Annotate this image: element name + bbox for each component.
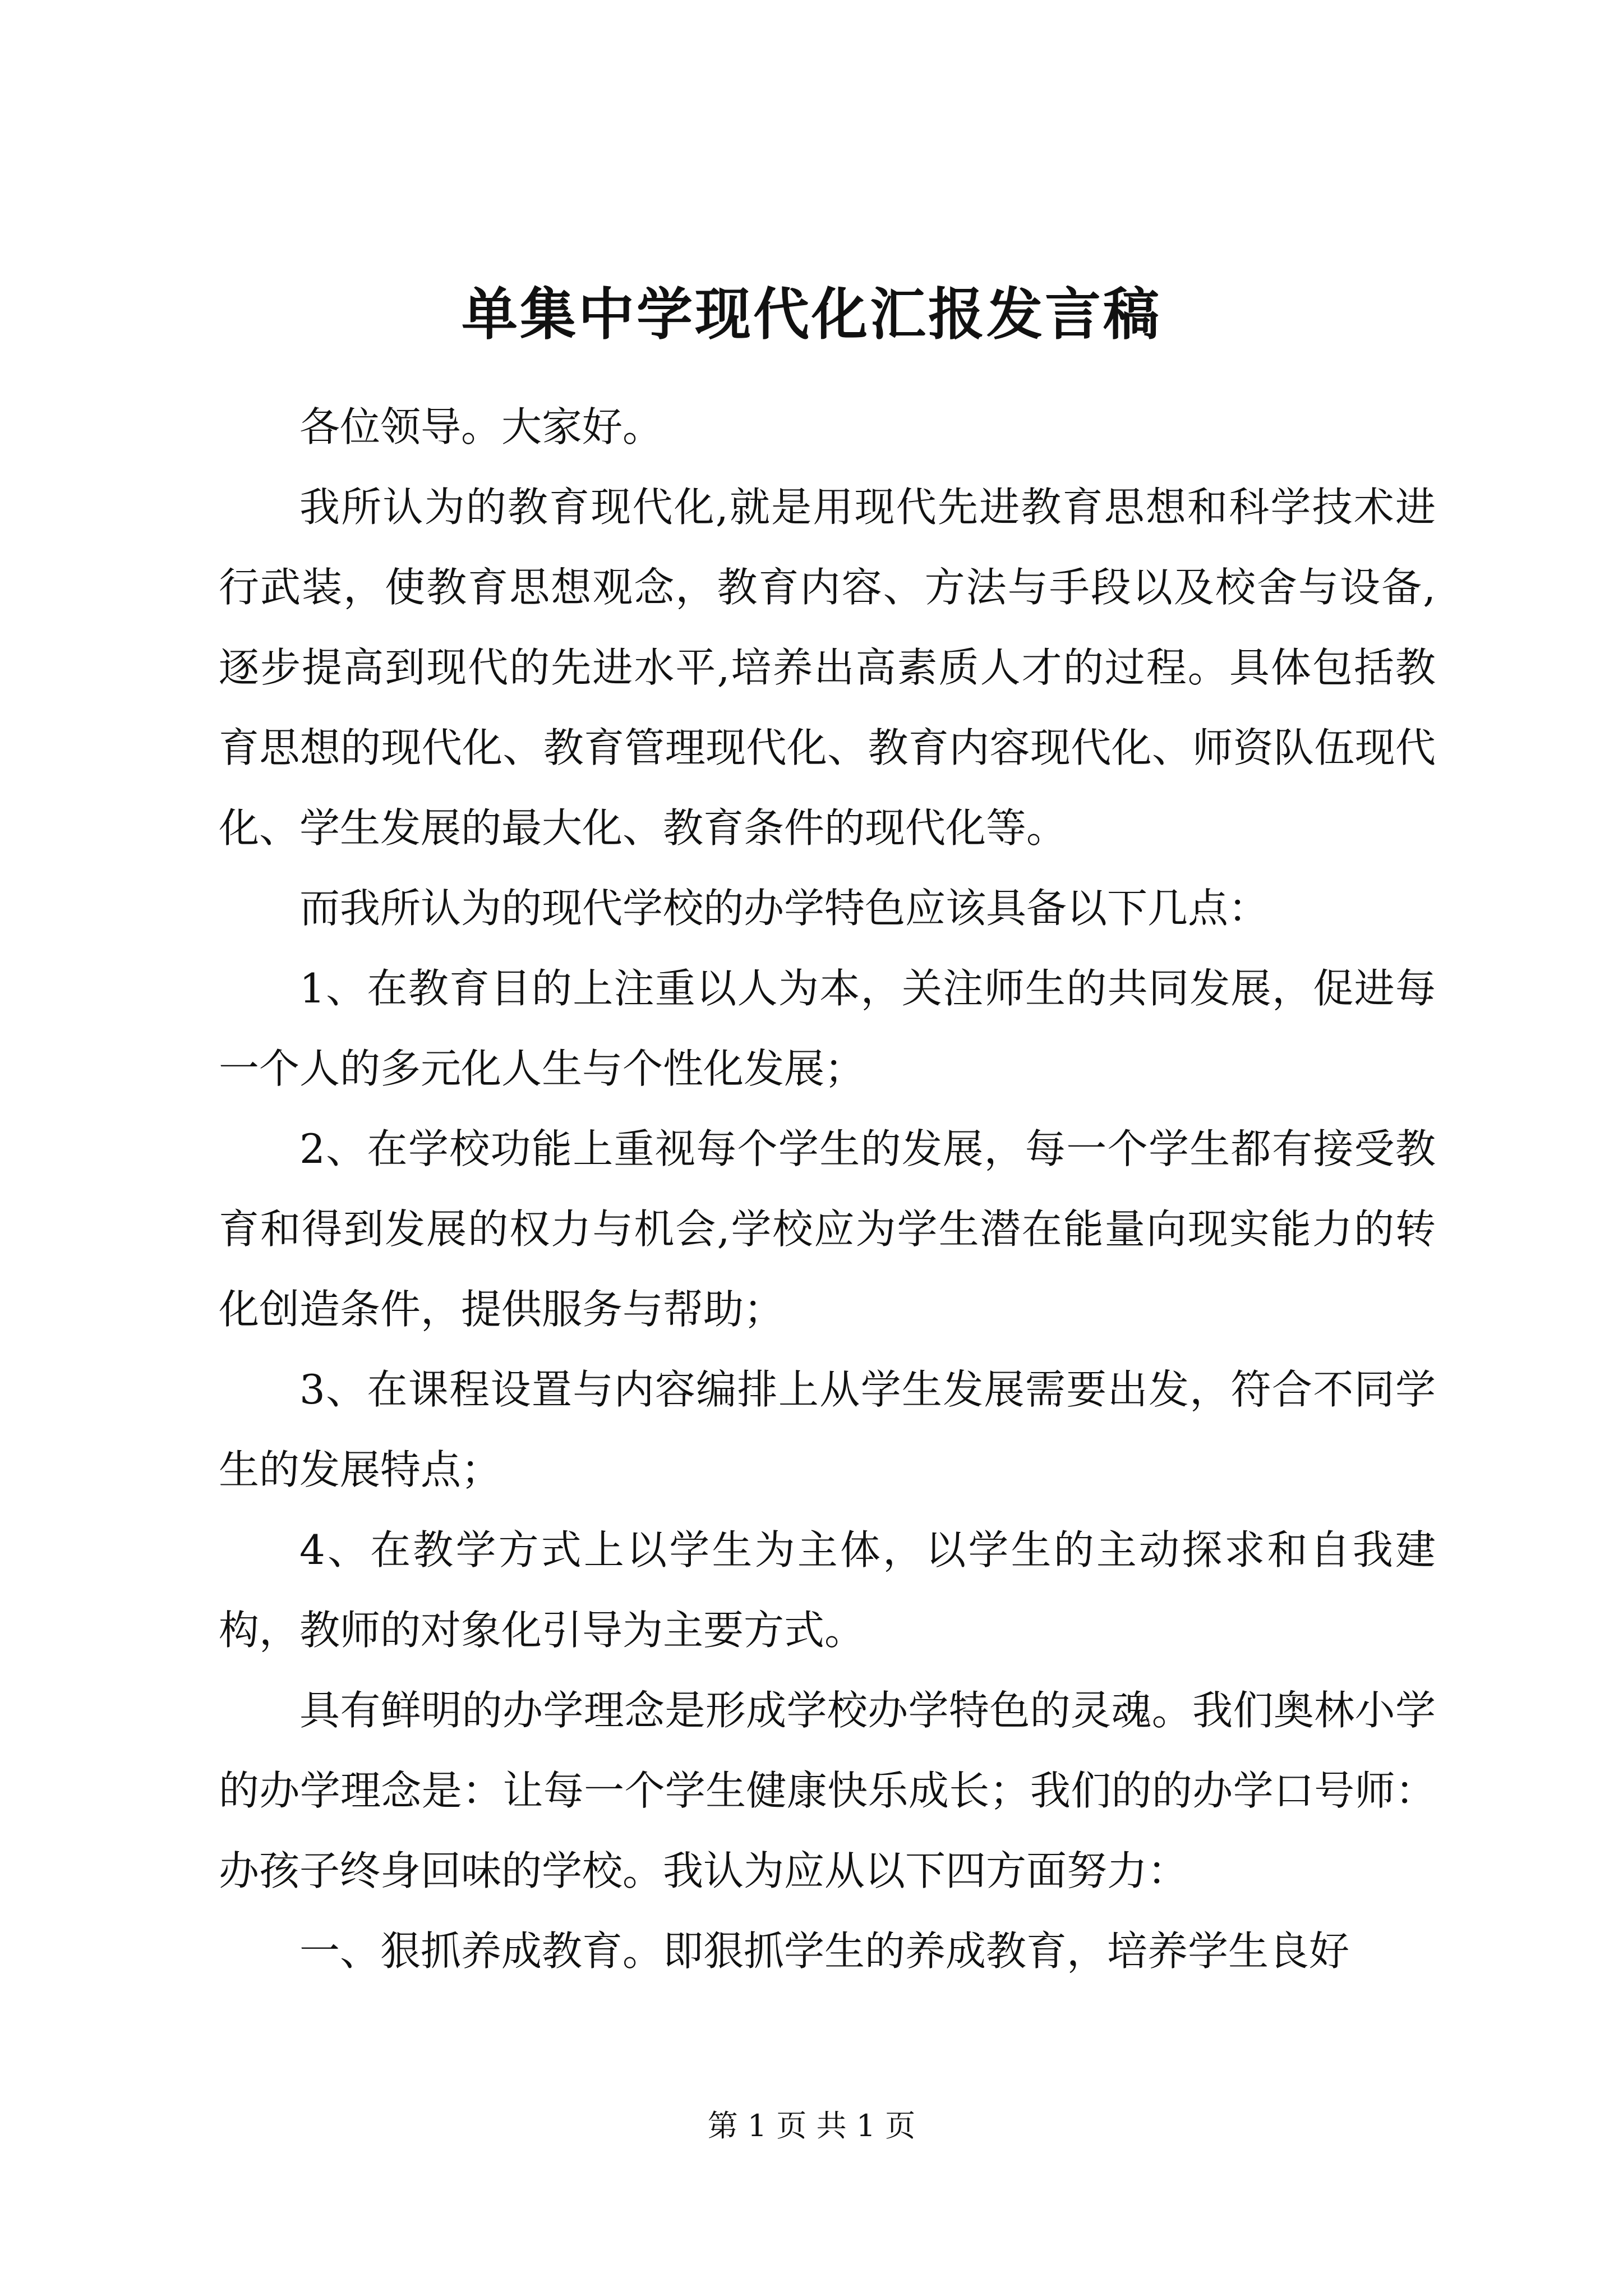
page-footer: 第 1 页 共 1 页 — [707, 2108, 916, 2143]
paragraph-school-philosophy: 具有鲜明的办学理念是形成学校办学特色的灵魂。我们奥林小学的办学理念是：让每一个学生健康快乐成长；我们的的办学口号师：办孩子终身回味的学校。我认为应从以下四方面努力： — [219, 1687, 1436, 1894]
paragraph-point-3: 3、在课程设置与内容编排上从学生发展需要出发，符合不同学生的发展特点； — [219, 1366, 1436, 1493]
paragraph-greeting: 各位领导。大家好。 — [299, 403, 663, 450]
paragraph-point-4: 4、在教学方式上以学生为主体，以学生的主动探求和自我建构，教师的对象化引导为主要方式。 — [219, 1526, 1436, 1654]
paragraph-school-features-intro: 而我所认为的现代学校的办学特色应该具备以下几点： — [299, 885, 1269, 932]
document-title: 单集中学现代化汇报发言稿 — [462, 281, 1161, 347]
paragraph-point-2: 2、在学校功能上重视每个学生的发展，每一个学生都有接受教育和得到发展的权力与机会,学校应为学生潜在能量向现实能力的转化创造条件，提供服务与帮助； — [219, 1125, 1436, 1333]
paragraph-habit-education: 一、狠抓养成教育。即狠抓学生的养成教育，培养学生良好 — [299, 1927, 1350, 1975]
document-body — [219, 387, 1436, 1991]
paragraph-point-1: 1、在教育目的上注重以人为本，关注师生的共同发展，促进每一个人的多元化人生与个性化发展； — [219, 965, 1436, 1092]
paragraph-modernization-definition: 我所认为的教育现代化,就是用现代先进教育思想和科学技术进行武装，使教育思想观念，教育内容、方法与手段以及校舍与设备,逐步提高到现代的先进水平,培养出高素质人才的过程。具体包括教育思想的现代化、教育管理现代化、教育内容现代化、师资队伍现代化、学生发展的最大化、教育条件的现代化等。 — [219, 484, 1436, 852]
